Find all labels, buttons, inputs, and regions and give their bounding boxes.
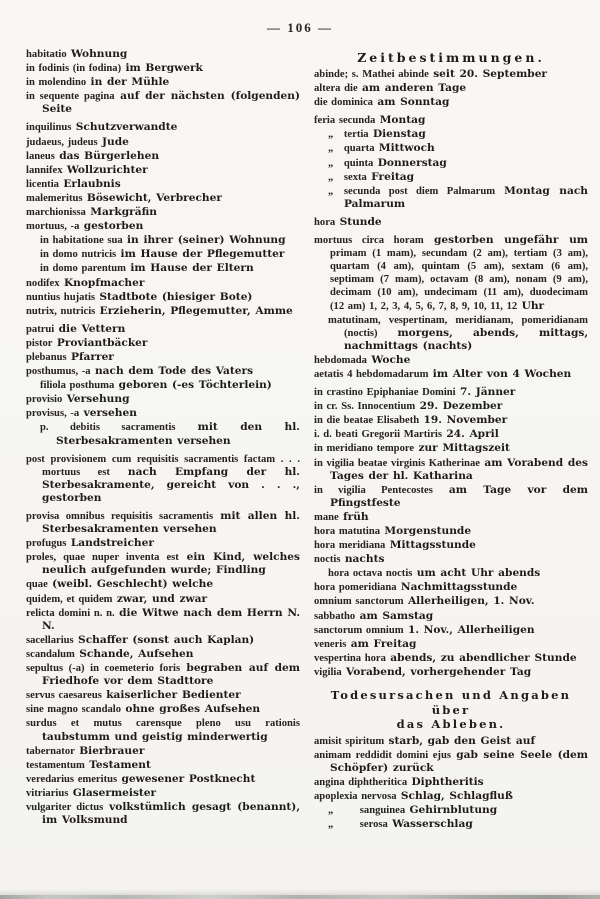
entry-line <box>26 351 300 364</box>
german-translation: Schande, Aufsehen <box>79 647 194 660</box>
german-translation: zur Mittagszeit <box>418 442 510 455</box>
page-number: — 106 — <box>267 20 333 35</box>
german-translation: Versehung <box>66 393 130 406</box>
entry-line <box>26 323 300 336</box>
entry-line <box>26 305 300 318</box>
entry-line <box>314 96 588 109</box>
german-translation: Vorabend, vorhergehender Tag <box>346 665 532 678</box>
latin-term: primam (1 mam), secundam (2 am), tertiam (3 am), quartam (4 am), quintam (5 am), sextam (6 am), septimam (7 mam), octavam (8 am), nonam (9 am), decimam (10 am), undecimam (11 am), duodecimam (12 am) 1, 2, 3, 4, 5, 6, 7, 8, 9, 10, 11, 12 <box>330 248 588 312</box>
latin-term: nutrix, nutricis <box>26 305 96 317</box>
latin-term: hebdomada <box>314 354 367 366</box>
entry-line <box>26 421 300 447</box>
latin-term: omnium sanctorum <box>314 596 404 608</box>
latin-term: hora pomeridiana <box>314 582 397 594</box>
german-translation: Bierbrauer <box>79 744 145 757</box>
german-translation: 29. Dezember <box>419 400 503 413</box>
german-translation: (weibl. Geschlecht) welche <box>52 578 214 591</box>
german-translation: 7. Jänner <box>460 386 516 399</box>
german-translation: Uhr <box>521 299 545 312</box>
entry-line <box>314 539 588 552</box>
entry-line <box>26 510 300 536</box>
latin-term: malemeritus <box>26 192 83 204</box>
entry-line <box>26 607 300 633</box>
german-translation: 24. April <box>446 428 499 441</box>
german-translation: in der Mühle <box>90 76 170 89</box>
latin-term: vulgariter dictus <box>26 801 104 813</box>
german-translation: Proviantbäcker <box>56 336 148 349</box>
entry-line <box>26 48 300 61</box>
entry-line <box>26 262 300 275</box>
latin-term: tabernator <box>26 745 75 757</box>
latin-term: post provisionem cum requisitis sacramentis factam . . . mortuus est <box>26 453 300 478</box>
latin-term: hora meridiana <box>314 540 386 552</box>
german-translation: nachts <box>344 553 385 566</box>
latin-term: animam reddidit domini ejus <box>314 749 451 761</box>
german-translation: Stunde <box>339 215 382 228</box>
latin-term: profugus <box>26 538 67 550</box>
german-translation: Mittagsstunde <box>389 539 476 552</box>
german-translation: Erzieherin, Pflegemutter, Amme <box>99 304 293 317</box>
german-translation: Schaffer (sonst auch Kaplan) <box>78 633 255 646</box>
latin-term: „ quinta <box>328 157 374 169</box>
entry-line <box>314 581 588 594</box>
latin-term: in crastino Epiphaniae Domini <box>314 387 456 399</box>
entry-line <box>26 136 300 149</box>
entry-line <box>26 578 300 591</box>
entry-line <box>26 248 300 261</box>
german-translation: zwar, und zwar <box>116 592 208 605</box>
german-translation: Schlag, Schlagfluß <box>400 789 513 802</box>
latin-term: surdus et mutus carensque pleno usu rationis <box>26 718 300 730</box>
latin-term: veredarius emeritus <box>26 773 118 785</box>
latin-term: feria secunda <box>314 115 376 127</box>
german-translation: starb, gab den Geist auf <box>388 734 536 747</box>
entry-line <box>26 62 300 75</box>
latin-term: mane <box>314 511 339 523</box>
german-translation: Freitag <box>371 170 415 183</box>
latin-term: „ tertia <box>328 129 369 141</box>
latin-term: mortuus circa horam <box>314 235 424 247</box>
entry-line <box>26 234 300 247</box>
german-translation: gestorben <box>83 220 144 233</box>
latin-term: lannifex <box>26 164 63 176</box>
entry-line <box>314 511 588 524</box>
entry-line <box>314 171 588 184</box>
german-translation: am Vorabend des Tages der hl. Katharina <box>330 456 588 482</box>
german-translation: begraben auf dem Friedhofe vor dem Stadttore <box>42 662 300 688</box>
entry-line <box>314 185 588 211</box>
latin-term: in cr. Ss. Innocentium <box>314 401 416 413</box>
entry-line <box>26 291 300 304</box>
latin-term: provisus, -a <box>26 408 80 420</box>
german-translation: Montag nach Palmarum <box>344 184 588 210</box>
entry-line <box>314 776 588 789</box>
latin-term: quidem, et quidem <box>26 593 113 605</box>
german-translation: Gehirnblutung <box>409 804 498 816</box>
entry-line <box>26 337 300 350</box>
entry-line <box>26 787 300 800</box>
german-translation: in ihrer (seiner) Wohnung <box>127 234 286 247</box>
german-translation: Wasserschlag <box>392 818 473 831</box>
latin-term: habitatio <box>26 49 67 60</box>
entry-line <box>26 393 300 406</box>
german-translation: im Hause der Eltern <box>130 262 254 275</box>
latin-term: judaeus, judeus <box>26 136 98 148</box>
entry-line <box>26 407 300 420</box>
entry-line <box>314 428 588 441</box>
latin-term: nodifex <box>26 277 60 289</box>
entry-line <box>26 648 300 661</box>
entry-line <box>314 804 588 817</box>
german-translation: Markgräfin <box>90 206 157 219</box>
german-translation: versehen <box>83 407 137 420</box>
german-translation: Schutzverwandte <box>75 121 178 134</box>
german-translation: nach Empfang der hl. Sterbesakramente, gereicht von . . ., gestorben <box>42 465 300 504</box>
entry-line <box>26 76 300 89</box>
german-translation: ohne großes Aufsehen <box>125 703 261 716</box>
german-translation: die Vettern <box>58 322 126 335</box>
entry-line <box>26 717 300 743</box>
entry-line <box>314 400 588 413</box>
latin-term: in fodinis (in fodina) <box>26 63 122 75</box>
section-heading-zeitbestimmungen: Zeitbestimmungen. <box>357 50 545 65</box>
latin-term: in sequente pagina <box>26 91 115 103</box>
latin-term: sepultus (-a) in coemeterio foris <box>26 663 181 675</box>
latin-term: hora matutina <box>314 526 381 537</box>
latin-term: pistor <box>26 337 53 349</box>
german-translation: gewesener Postknecht <box>121 772 256 785</box>
latin-term: matutinam, vespertinam, meridianam, pomeridianam (noctis) <box>328 314 588 339</box>
german-translation: gestorben ungefähr um <box>434 234 588 247</box>
latin-term: in meridiano tempore <box>314 443 415 455</box>
entry-line <box>26 551 300 577</box>
scan-edge <box>0 895 600 899</box>
latin-term: servus caesareus <box>26 690 102 702</box>
latin-term: relicta domini n. n. <box>26 607 115 619</box>
german-translation: 19. November <box>423 414 508 427</box>
entry-line <box>314 790 588 803</box>
german-translation: volkstümlich gesagt (benannt), im Volksmund <box>42 800 301 827</box>
latin-term: licentia <box>26 178 59 190</box>
right-column <box>314 48 588 832</box>
german-translation: auf der nächsten (folgenden) Seite <box>42 90 300 116</box>
entry-line <box>314 128 588 141</box>
german-translation: Diphtheritis <box>411 775 484 788</box>
german-translation: Morgenstunde <box>384 525 472 537</box>
entry-line <box>26 801 300 827</box>
latin-term: provisio <box>26 394 63 406</box>
german-translation: Dienstag <box>372 128 426 141</box>
german-translation: Testament <box>89 758 151 771</box>
entry-line <box>314 818 588 831</box>
german-translation: gab seine Seele (dem Schöpfer) zurück <box>330 748 588 774</box>
latin-term: p. debitis sacramentis <box>40 422 176 434</box>
latin-term: mortuus, -a <box>26 221 80 233</box>
german-translation: Knopfmacher <box>63 276 145 289</box>
german-translation: nach dem Tode des Vaters <box>94 365 254 378</box>
latin-term: patrui <box>26 323 55 335</box>
entry-line <box>26 277 300 290</box>
left-column <box>26 48 300 832</box>
german-translation: Nachmittagsstunde <box>400 581 518 594</box>
latin-term: in vigilia Pentecostes <box>314 484 433 496</box>
entry-line <box>314 368 588 381</box>
latin-term: in domo parentum <box>40 263 126 275</box>
latin-term: „ sexta <box>328 171 367 183</box>
entry-line <box>26 773 300 786</box>
entry-line <box>26 634 300 647</box>
german-translation: mit allen hl. Sterbesakramenten versehen <box>42 510 300 536</box>
entry-line <box>26 150 300 163</box>
german-translation: mit den hl. Sterbesakramenten versehen <box>56 421 300 447</box>
entry-line <box>26 178 300 191</box>
entry-line <box>314 735 588 748</box>
latin-term: „ secunda post diem Palmarum <box>328 185 496 197</box>
entry-line <box>314 82 588 95</box>
latin-term: scandalum <box>26 648 75 660</box>
latin-term: sabbatho <box>314 610 356 622</box>
entry-line <box>26 745 300 758</box>
zeitbestimmungen-entries <box>314 68 588 679</box>
entry-line <box>26 593 300 606</box>
entry-line <box>26 206 300 219</box>
german-translation: 1. Nov., Allerheiligen <box>407 623 535 636</box>
entry-line <box>26 662 300 688</box>
entry-line <box>26 365 300 378</box>
german-translation: Jude <box>102 135 129 148</box>
heading-line-1: Todesursachen und Angaben über <box>330 688 572 717</box>
german-translation: Donnerstag <box>377 156 447 169</box>
german-translation: Glasermeister <box>72 786 157 799</box>
entry-line <box>314 638 588 651</box>
entry-line <box>314 234 588 313</box>
latin-term: „ serosa <box>328 819 388 831</box>
section-heading-todesursachen <box>314 688 588 732</box>
entry-line <box>314 142 588 155</box>
latin-term: altera die <box>314 83 358 95</box>
entry-line <box>26 192 300 205</box>
entry-line <box>26 537 300 550</box>
entry-line <box>314 610 588 623</box>
german-translation: taubstumm und geistig minderwertig <box>42 730 268 743</box>
entry-line <box>314 386 588 399</box>
german-translation: die Witwe nach dem Herrn N. N. <box>42 606 301 632</box>
german-translation: Montag <box>379 114 426 127</box>
entry-line <box>314 666 588 679</box>
entry-line <box>314 567 588 580</box>
german-translation: am Sonntag <box>377 96 450 109</box>
entry-line <box>314 68 588 81</box>
latin-term: hora octava noctis <box>328 568 413 580</box>
german-translation: Wollzurichter <box>66 163 148 176</box>
german-translation: um acht Uhr abends <box>416 567 541 580</box>
german-translation: seit 20. September <box>433 68 548 80</box>
german-translation: Allerheiligen, 1. Nov. <box>407 595 535 608</box>
entry-line <box>26 379 300 392</box>
entry-line <box>314 525 588 538</box>
latin-term: testamentum <box>26 759 85 771</box>
two-column-text <box>0 36 600 832</box>
german-translation: Bösewicht, Verbrecher <box>86 191 222 204</box>
latin-term: provisa omnibus requisitis sacramentis <box>26 511 214 522</box>
german-translation: am Freitag <box>350 637 417 650</box>
latin-term: in vigilia beatae virginis Katherinae <box>314 457 480 469</box>
german-translation: das Bürgerlehen <box>59 149 160 162</box>
entry-line <box>314 414 588 427</box>
latin-term: posthumus, -a <box>26 366 91 378</box>
latin-term: inquilinus <box>26 122 72 134</box>
latin-term: hora <box>314 216 336 228</box>
entry-line <box>314 457 588 483</box>
entry-line <box>314 749 588 775</box>
todesursachen-entries <box>314 735 588 832</box>
latin-term: apoplexia nervosa <box>314 790 397 802</box>
latin-term: in molendino <box>26 77 87 89</box>
german-translation: im Bergwerk <box>125 62 203 75</box>
entry-line <box>314 484 588 510</box>
latin-term: in habitatione sua <box>40 235 123 247</box>
latin-term: vigilia <box>314 666 342 678</box>
entry-line <box>26 453 300 505</box>
latin-term: noctis <box>314 554 341 566</box>
entry-line <box>314 216 588 229</box>
latin-term: amisit spiritum <box>314 735 385 747</box>
latin-term: aetatis 4 hebdomadarum <box>314 368 429 380</box>
german-translation: Landstreicher <box>70 537 154 550</box>
entry-line <box>314 652 588 665</box>
entry-line <box>314 114 588 127</box>
german-translation: am Tage vor dem Pfingstfeste <box>330 483 588 509</box>
entry-line <box>314 595 588 608</box>
latin-term: sanctorum omnium <box>314 624 404 636</box>
latin-term: marchionissa <box>26 207 86 219</box>
latin-term: laneus <box>26 150 55 162</box>
heading-line-2: das Ableben. <box>396 717 506 732</box>
latin-term: nuntius hujatis <box>26 291 96 303</box>
latin-term: abinde; s. Mathei abinde <box>314 69 429 80</box>
entry-line <box>26 164 300 177</box>
latin-term: i. d. beati Gregorii Martiris <box>314 429 442 441</box>
entry-line <box>314 553 588 566</box>
entry-line <box>26 90 300 116</box>
latin-term: quae <box>26 579 48 591</box>
german-translation: am anderen Tage <box>362 82 467 95</box>
german-translation: Woche <box>371 353 411 366</box>
latin-term: filiola posthuma <box>40 380 115 392</box>
latin-term: proles, quae nuper inventa est <box>26 552 179 564</box>
german-translation: Mittwoch <box>378 142 435 155</box>
german-translation: im Alter von 4 Wochen <box>432 367 572 380</box>
entry-line <box>314 442 588 455</box>
german-translation: Erlaubnis <box>63 177 121 190</box>
entry-line <box>314 314 588 353</box>
german-translation: morgens, abends, mittags, nachmittags (nachts) <box>344 326 589 352</box>
latin-term: sine magno scandalo <box>26 704 122 716</box>
entry-line <box>314 157 588 170</box>
latin-term: in domo nutricis <box>40 249 117 261</box>
german-translation: am Samstag <box>359 609 434 622</box>
entry-line <box>26 689 300 702</box>
latin-term: sacellarius <box>26 634 74 646</box>
german-translation: Pfarrer <box>71 350 114 363</box>
latin-term: „ sanguinea <box>328 805 406 816</box>
german-translation: früh <box>343 510 369 523</box>
latin-term: vespertina hora <box>314 652 386 664</box>
german-translation: abends, zu abendlicher Stunde <box>390 651 577 664</box>
german-translation: Wohnung <box>71 48 128 60</box>
german-translation: Stadtbote (hiesiger Bote) <box>99 290 253 303</box>
german-translation: ein Kind, welches neulich aufgefunden wurde; Findling <box>42 551 300 577</box>
german-translation: geboren (-es Töchterlein) <box>118 379 272 392</box>
latin-term: plebanus <box>26 351 67 363</box>
latin-term: veneris <box>314 638 347 650</box>
entry-line <box>26 220 300 233</box>
latin-term: angina diphtheritica <box>314 776 408 788</box>
entry-line <box>26 759 300 772</box>
german-translation: im Hause der Pflegemutter <box>120 248 285 261</box>
german-translation: kaiserlicher Bedienter <box>106 689 241 702</box>
latin-term: „ quarta <box>328 143 375 155</box>
latin-term: in die beatae Elisabeth <box>314 415 420 427</box>
latin-term: die dominica <box>314 97 373 109</box>
entry-line <box>314 624 588 637</box>
entry-line <box>26 121 300 134</box>
entry-line <box>26 703 300 716</box>
latin-term: vitriarius <box>26 787 69 799</box>
entry-line <box>314 354 588 367</box>
